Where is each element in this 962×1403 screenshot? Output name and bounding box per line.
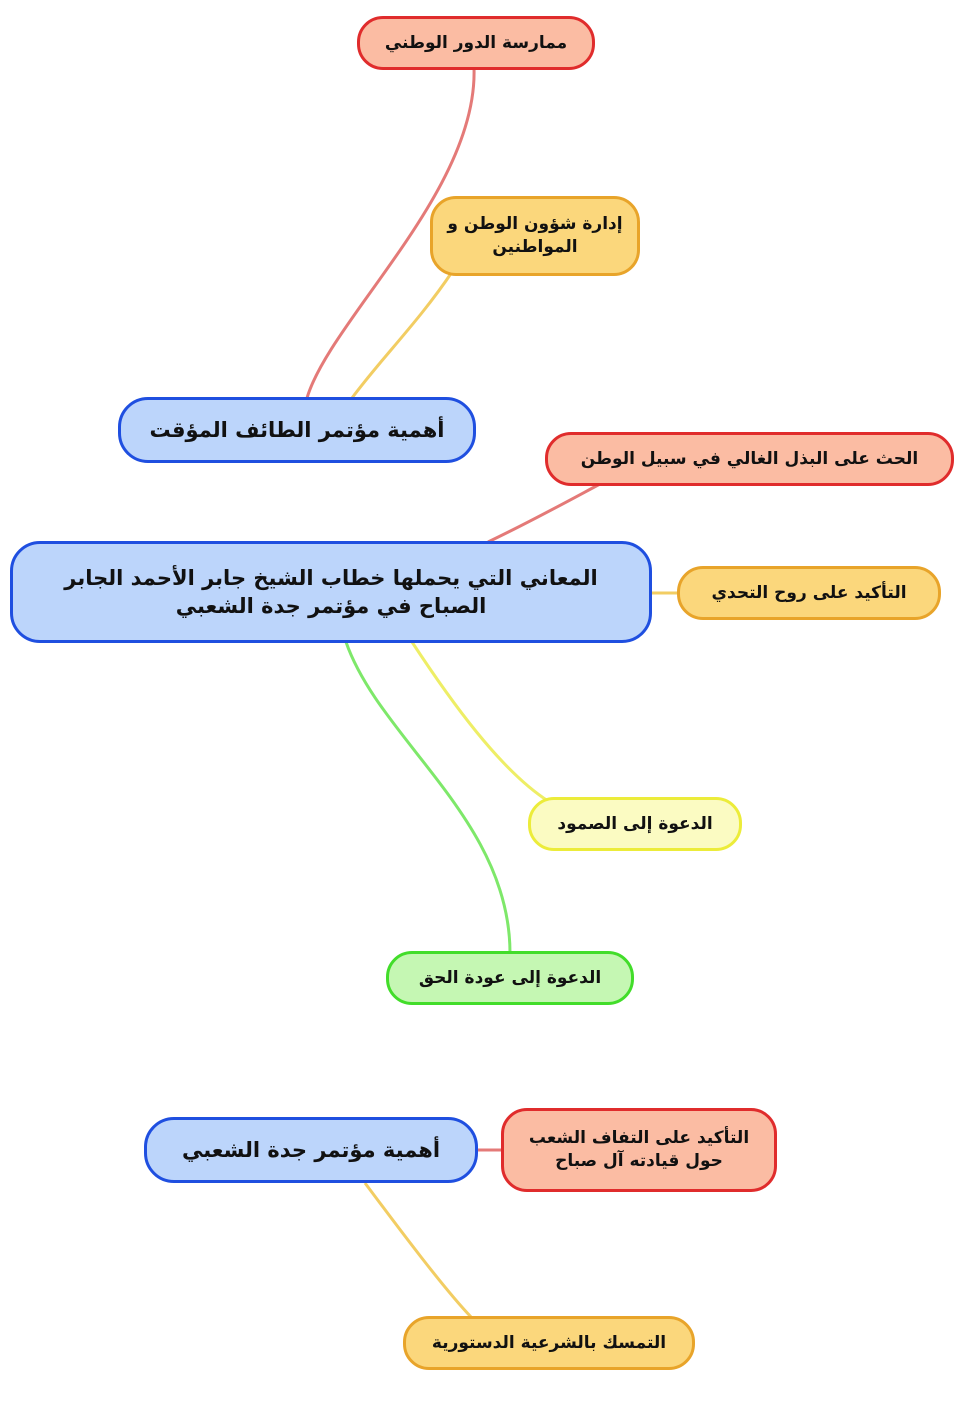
branch-label: التأكيد على التفاف الشعب حول قيادته آل صباح [528,1128,750,1171]
hub-taif-conference [118,397,476,463]
hub-label: أهمية مؤتمر جدة الشعبي [181,1137,441,1162]
branch-steadfastness [528,797,742,851]
branch-legitimacy [403,1316,695,1370]
branch-right-return [386,951,634,1005]
link-jeddah-legitimacy [365,1183,472,1318]
link-meanings-steadfastness [412,642,548,801]
hub-label: أهمية مؤتمر الطائف المؤقت [149,417,445,442]
hub-speech-meanings [10,541,652,643]
branch-national-role [357,16,595,70]
link-meanings-sacrifice [488,484,600,542]
hub-jeddah-conference [144,1117,478,1183]
branch-label: إدارة شؤون الوطن و المواطنين [447,214,623,257]
branch-sacrifice [545,432,954,486]
branch-manage-affairs [430,196,640,276]
branch-rally [501,1108,777,1192]
branch-label: الحث على البذل الغالي في سبيل الوطن [580,448,919,469]
branch-label: ممارسة الدور الوطني [384,32,568,53]
branch-label: الدعوة إلى الصمود [557,813,713,834]
branch-label: التأكيد على روح التحدي [711,582,907,603]
branch-label: التمسك بالشرعية الدستورية [431,1332,667,1353]
link-meanings-right-return [346,642,510,953]
branch-label: الدعوة إلى عودة الحق [418,967,602,988]
link-taif-manage-affairs [352,272,452,398]
hub-label: المعاني التي يحملها خطاب الشيخ جابر الأحمد الجابر الصباح في مؤتمر جدة الشعبي [64,565,598,618]
branch-challenge [677,566,941,620]
